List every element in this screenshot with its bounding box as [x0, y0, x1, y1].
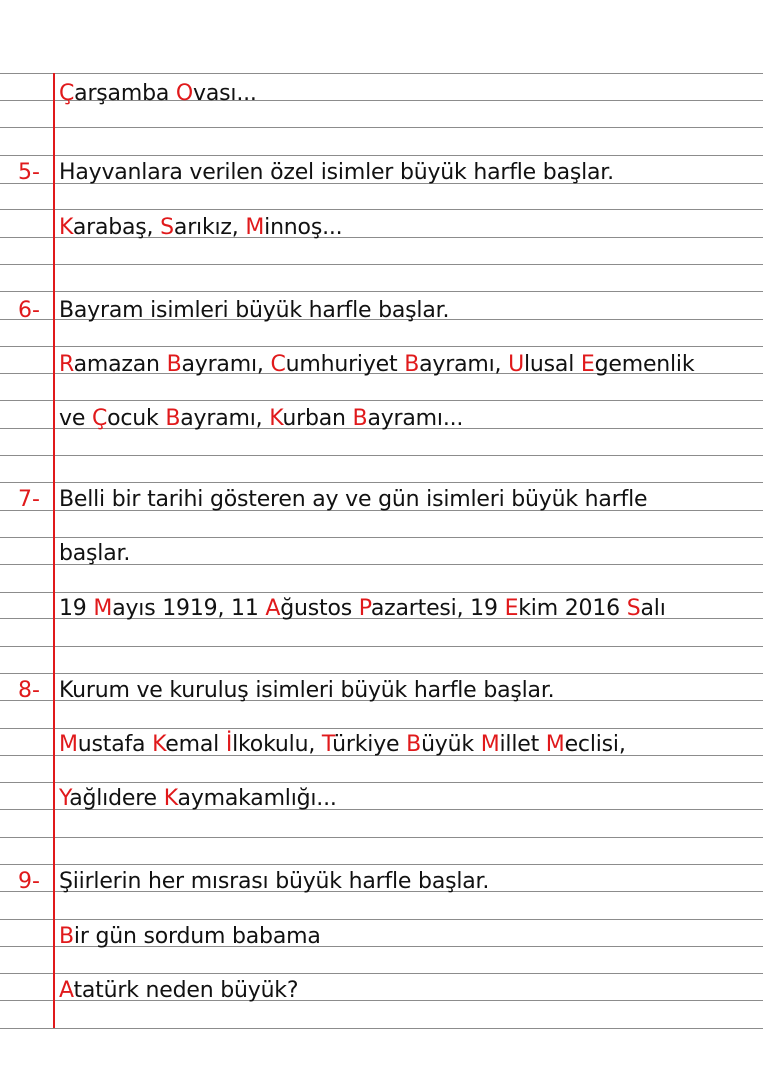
capital-letter: P — [358, 596, 371, 621]
capital-letter: M — [480, 732, 500, 757]
capital-letter: Ç — [59, 81, 75, 106]
word-text: 19 — [59, 596, 94, 621]
ruled-line — [0, 782, 763, 783]
ruled-line — [0, 919, 763, 920]
capital-letter: R — [59, 352, 74, 377]
capital-letter: E — [504, 596, 519, 621]
ruled-line — [0, 455, 763, 456]
word-text: tatürk neden büyük? — [73, 978, 299, 1003]
word-text: emal — [165, 732, 226, 757]
word-text: ocuk — [107, 406, 166, 431]
word-text: eclisi, — [564, 732, 626, 757]
word-text: aymakamlığı... — [177, 786, 337, 811]
capital-letter: T — [321, 732, 333, 757]
rule-text-continued: başlar. — [59, 541, 131, 566]
ruled-line — [0, 155, 763, 156]
item-number: 7- — [18, 487, 40, 512]
word-text: gemenlik — [594, 352, 695, 377]
rule-text: Kurum ve kuruluş isimleri büyük harfle başlar. — [59, 678, 555, 703]
capital-letter: İ — [225, 732, 233, 757]
capital-letter: O — [175, 81, 194, 106]
example-line — [59, 352, 694, 378]
item-number: 5- — [18, 160, 40, 185]
capital-letter: K — [269, 406, 283, 431]
capital-letter: A — [59, 978, 74, 1003]
ruled-line — [0, 73, 763, 74]
capital-letter: U — [508, 352, 524, 377]
rule-text: Şiirlerin her mısrası büyük harfle başlar. — [59, 869, 490, 894]
capital-letter: A — [265, 596, 281, 621]
ruled-line — [0, 291, 763, 292]
item-number: 8- — [18, 678, 40, 703]
rule-text: Belli bir tarihi gösteren ay ve gün isimleri büyük harfle — [59, 487, 648, 512]
capital-letter: M — [59, 732, 78, 757]
example-line — [59, 215, 342, 241]
word-text: ustafa — [77, 732, 153, 757]
word-text: kim 2016 — [518, 596, 627, 621]
ruled-line — [0, 482, 763, 483]
ruled-line — [0, 209, 763, 210]
word-text: ir gün sordum babama — [73, 924, 321, 949]
word-text: urban — [282, 406, 353, 431]
ruled-line — [0, 728, 763, 729]
capital-letter: B — [165, 406, 181, 431]
word-text: alı — [640, 596, 666, 621]
capital-letter: E — [580, 352, 595, 377]
capital-letter: K — [163, 786, 178, 811]
ruled-line — [0, 673, 763, 674]
capital-letter: M — [93, 596, 113, 621]
capital-letter: M — [545, 732, 565, 757]
word-text: innoş... — [264, 215, 343, 240]
example-line — [59, 786, 337, 812]
ruled-line — [0, 346, 763, 347]
word-text: arşamba — [74, 81, 176, 106]
word-text: ürkiye — [332, 732, 407, 757]
ruled-line — [0, 400, 763, 401]
example-line — [59, 81, 257, 107]
ruled-line — [0, 864, 763, 865]
capital-letter: B — [59, 924, 74, 949]
margin-line — [53, 73, 55, 1028]
rule-text: Hayvanlara verilen özel isimler büyük harfle başlar. — [59, 160, 614, 185]
capital-letter: S — [626, 596, 641, 621]
ruled-line — [0, 1028, 763, 1029]
poem-line — [59, 924, 321, 950]
item-number: 9- — [18, 869, 40, 894]
word-text: ğustos — [280, 596, 359, 621]
word-text: ayıs 1919, 11 — [112, 596, 266, 621]
word-text: ayramı, — [180, 406, 270, 431]
word-text: ayramı, — [419, 352, 509, 377]
capital-letter: B — [352, 406, 368, 431]
word-text: ayramı, — [181, 352, 271, 377]
capital-letter: Y — [59, 786, 70, 811]
word-text: ağlıdere — [69, 786, 164, 811]
ruled-line — [0, 973, 763, 974]
word-text: umhuriyet — [285, 352, 405, 377]
poem-line — [59, 978, 298, 1004]
capital-letter: K — [152, 732, 166, 757]
ruled-line — [0, 264, 763, 265]
example-line — [59, 596, 666, 622]
word-text: lusal — [524, 352, 581, 377]
word-text: arıkız, — [173, 215, 246, 240]
capital-letter: K — [59, 215, 73, 240]
word-text: üyük — [421, 732, 481, 757]
capital-letter: C — [270, 352, 286, 377]
capital-letter: Ç — [91, 406, 108, 431]
word-text: azartesi, 19 — [370, 596, 505, 621]
word-text: lkokulu, — [232, 732, 322, 757]
example-line — [59, 732, 626, 758]
example-line — [59, 406, 463, 432]
word-text: amazan — [73, 352, 167, 377]
word-text: ve — [59, 406, 92, 431]
item-number: 6- — [18, 298, 40, 323]
capital-letter: M — [245, 215, 265, 240]
capital-letter: B — [404, 352, 420, 377]
ruled-line — [0, 592, 763, 593]
ruled-line — [0, 646, 763, 647]
capital-letter: S — [160, 215, 174, 240]
rule-text: Bayram isimleri büyük harfle başlar. — [59, 298, 450, 323]
word-text: arabaş, — [72, 215, 161, 240]
ruled-line — [0, 537, 763, 538]
capital-letter: B — [406, 732, 422, 757]
ruled-line — [0, 837, 763, 838]
capital-letter: B — [166, 352, 182, 377]
word-text: ayramı... — [367, 406, 464, 431]
ruled-line — [0, 127, 763, 128]
word-text: illet — [499, 732, 546, 757]
word-text: vası... — [193, 81, 257, 106]
